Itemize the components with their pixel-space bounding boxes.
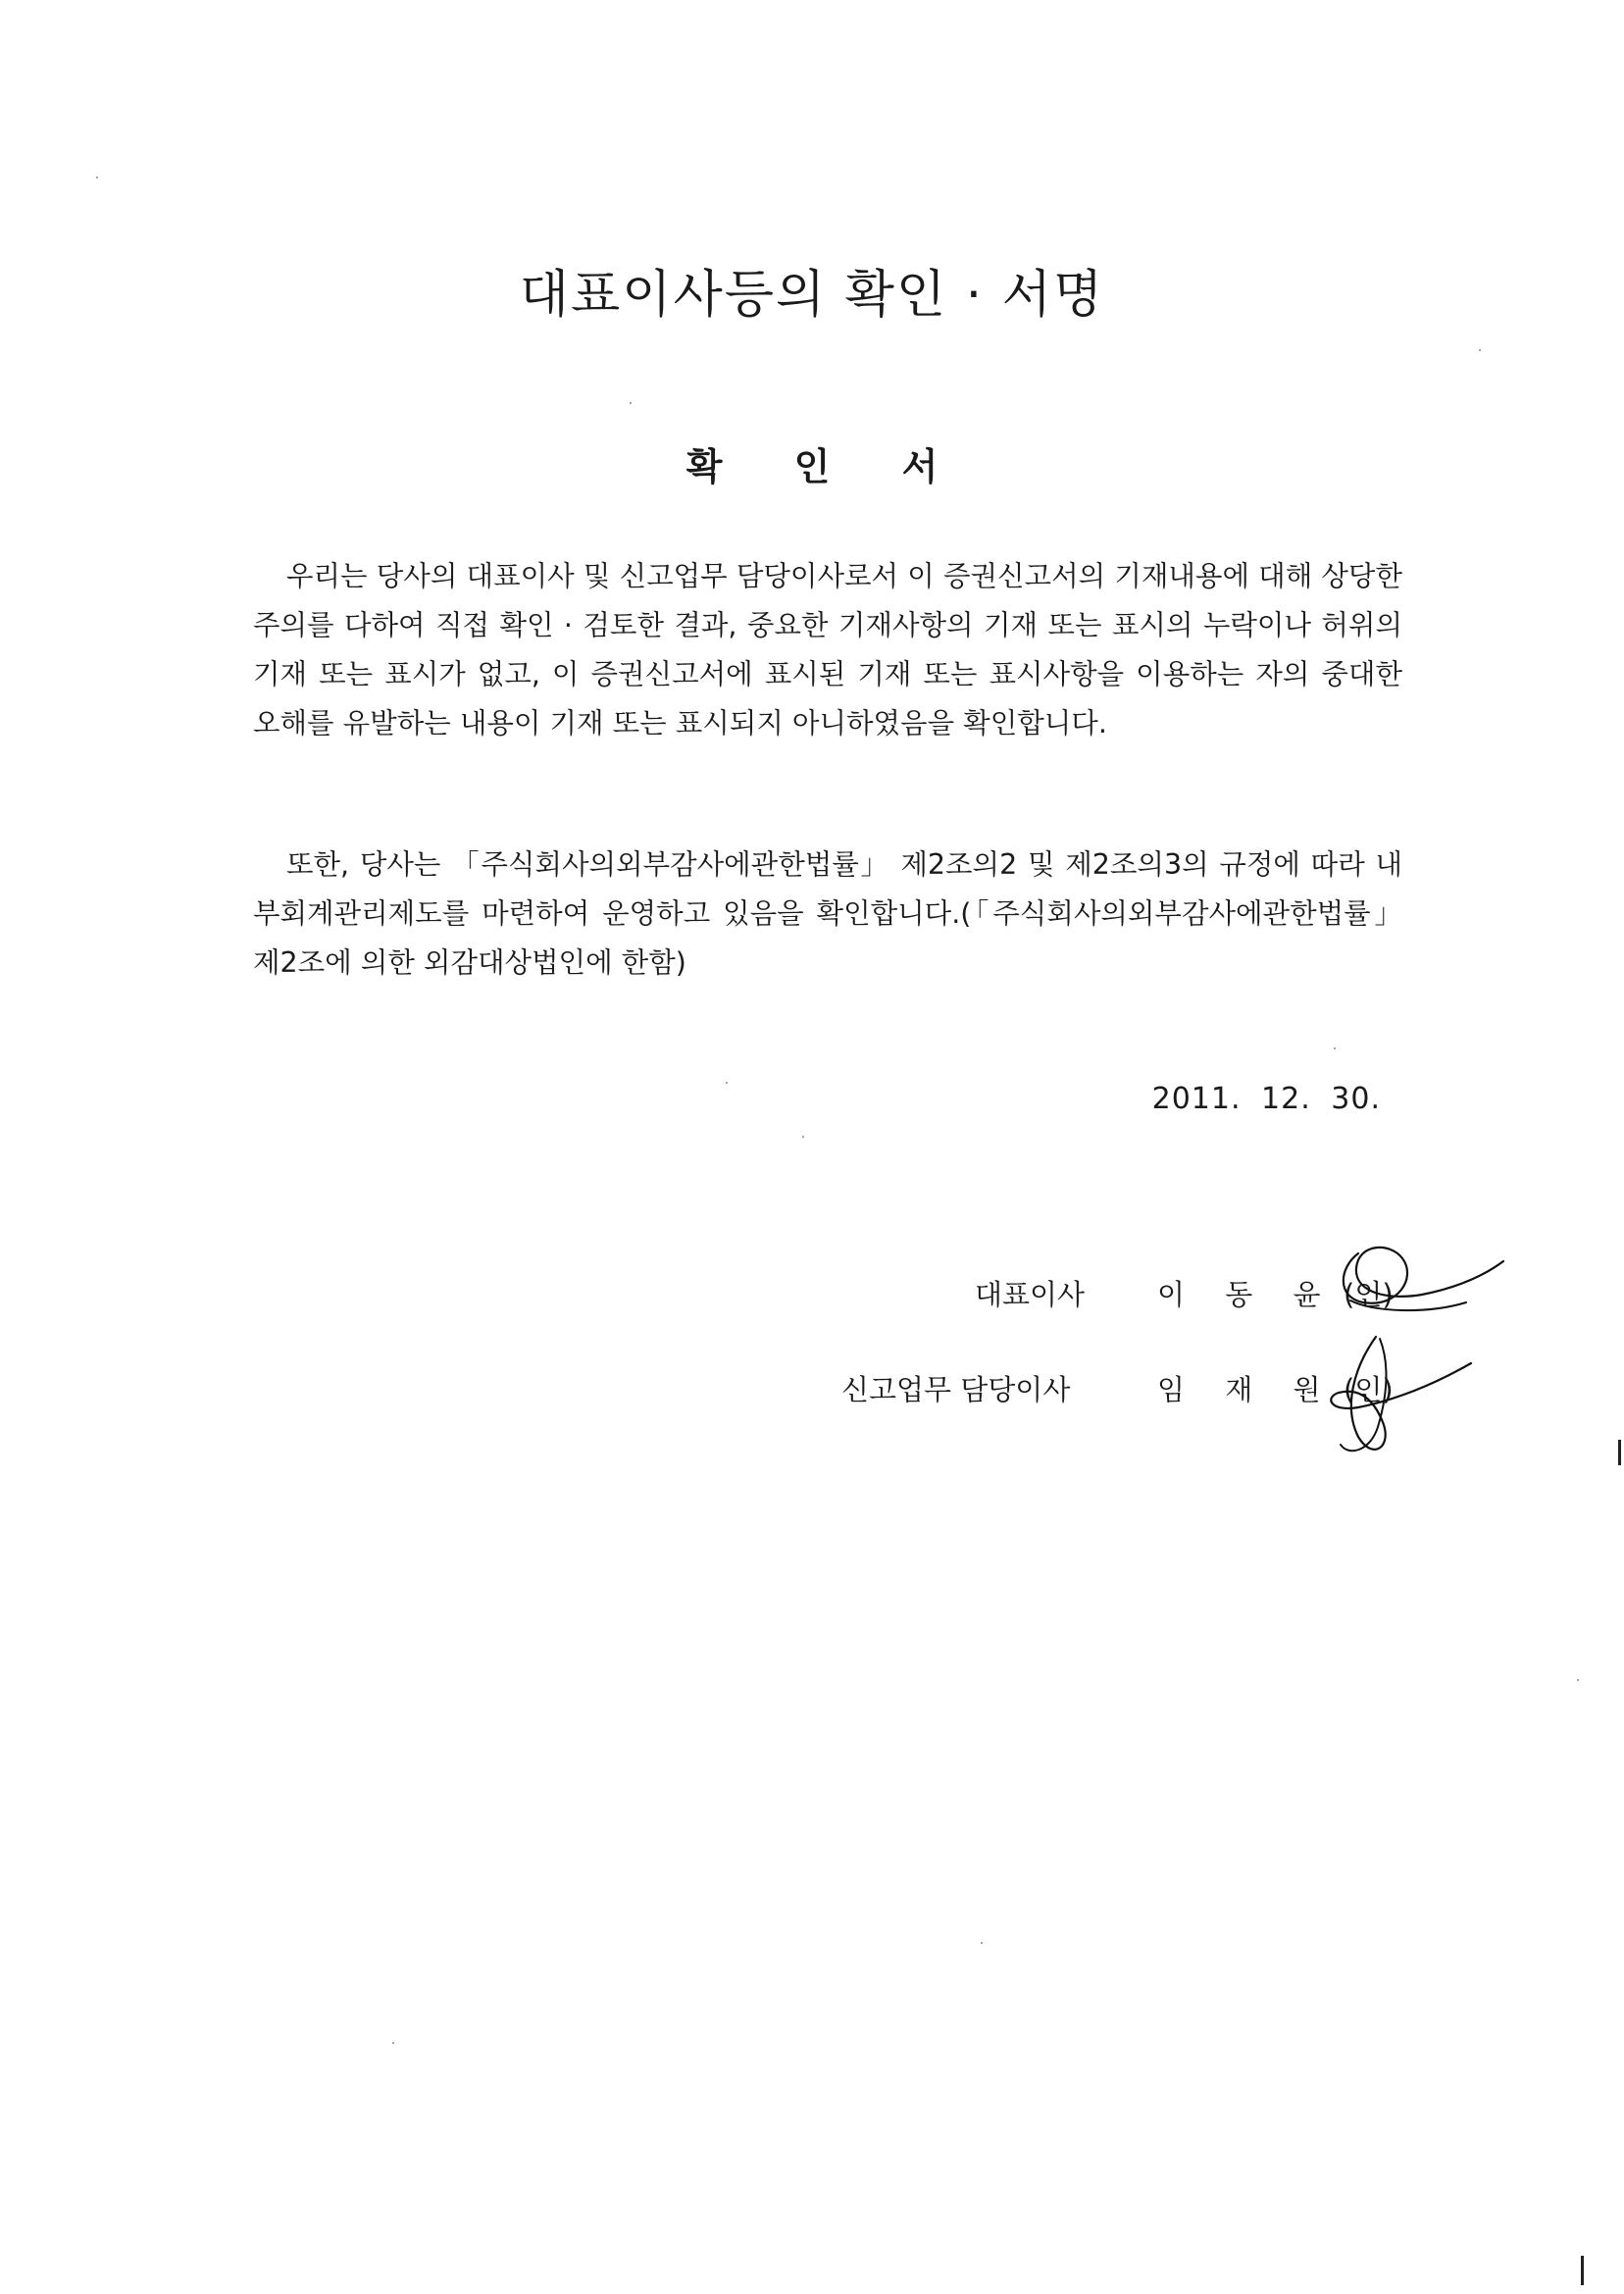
signatory-role: 신고업무 담당이사 (841, 1373, 1071, 1406)
signatory-name: 이 동 윤 (1157, 1278, 1337, 1311)
scan-speck (392, 2042, 394, 2044)
scan-speck (726, 1082, 728, 1084)
signatory-name: 임 재 원 (1157, 1373, 1337, 1406)
confirmation-paragraph-1: 우리는 당사의 대표이사 및 신고업무 담당이사로서 이 증권신고서의 기재내용에 대해 상당한 주의를 다하여 직접 확인 · 검토한 결과, 중요한 기재사항의 기재 또는 표시의 누락이나 허위의 기재 또는 표시가 없고, 이 증권신고서에 표시된 기재 또는 표시사항을 이용하는 자의 중대한 오해를 유발하는 내용이 기재 또는 표시되지 아니하였음을 확인합니다. (253, 560, 1402, 739)
document-title: 대표이사등의 확인 · 서명 (519, 266, 1105, 325)
seal-mark: (인) (1344, 1373, 1394, 1406)
confirmation-paragraph-2: 또한, 당사는 「주식회사의외부감사에관한법률」 제2조의2 및 제2조의3의 규정에 따라 내부회계관리제도를 마련하여 운영하고 있음을 확인합니다.(「주식회사의외부감사에관한법률」 제2조에 의한 외감대상법인에 한함) (253, 848, 1402, 979)
scan-speck (96, 177, 98, 178)
scan-speck (630, 402, 632, 404)
scan-speck (981, 1942, 983, 1944)
scan-speck (1577, 1679, 1579, 1681)
scan-edge-mark (1581, 2256, 1584, 2285)
scan-speck (1479, 349, 1481, 351)
signatory-reporting-director (0, 1368, 1624, 1417)
scan-speck (802, 1136, 804, 1138)
signatory-ceo (0, 1273, 1624, 1322)
seal-mark: (인) (1344, 1278, 1394, 1311)
confirmation-heading: 확 인 서 (685, 445, 968, 488)
scan-speck (1334, 1047, 1336, 1049)
document-date: 2011. 12. 30. (1151, 1082, 1381, 1116)
signatory-role: 대표이사 (975, 1278, 1086, 1311)
scan-edge-mark (1618, 1440, 1621, 1465)
